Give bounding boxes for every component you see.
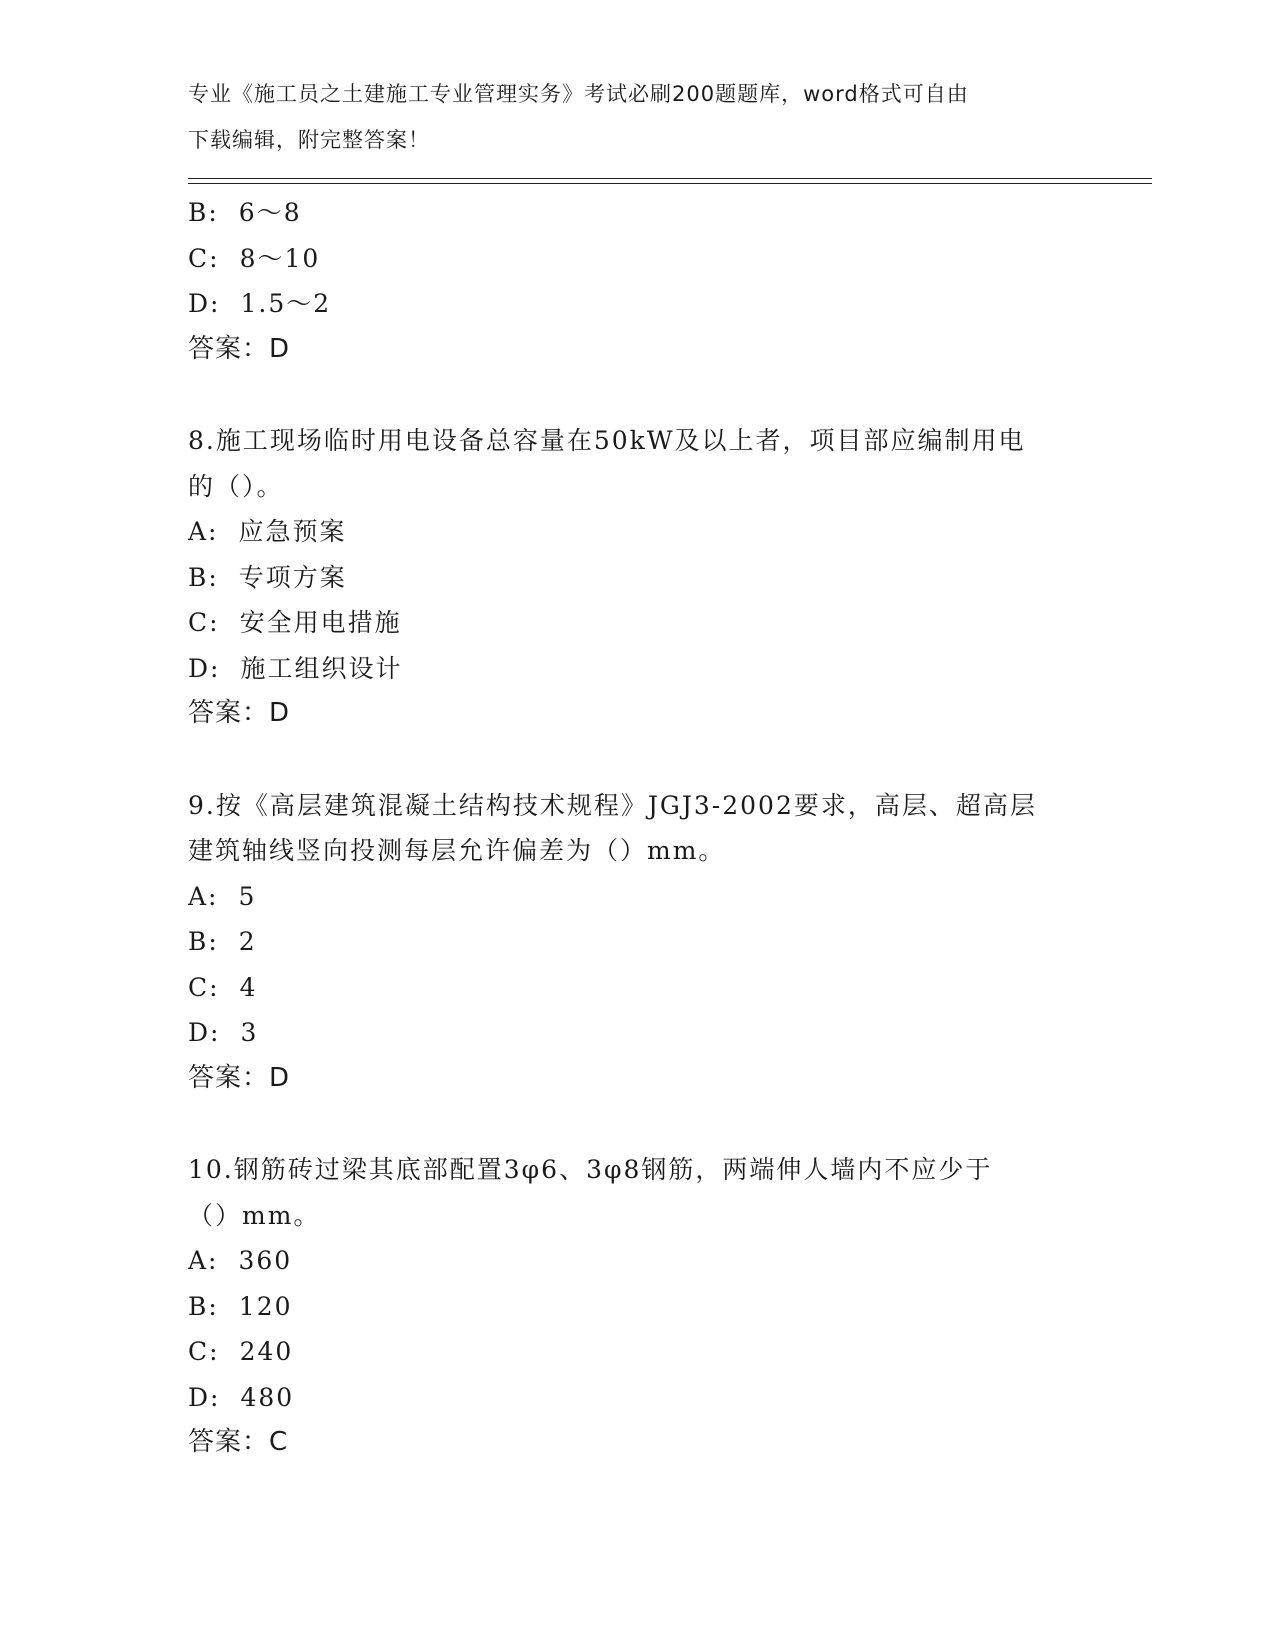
option-c: C: 安全用电措施	[188, 608, 402, 637]
header-divider-top	[188, 178, 1152, 179]
spacer	[188, 1101, 1088, 1147]
answer-line: 答案：C	[188, 1427, 289, 1457]
option-a: A: 5	[188, 881, 257, 911]
option-b: B: 120	[188, 1291, 293, 1321]
question-stem-line-2: （）mm。	[188, 1200, 321, 1230]
question-stem-line-1: 8.施工现场临时用电设备总容量在50kW及以上者，项目部应编制用电	[188, 426, 1026, 455]
title-line-2: 下载编辑，附完整答案！	[188, 127, 430, 152]
option-c: C: 4	[188, 972, 258, 1002]
spacer	[188, 372, 1088, 418]
question-7	[188, 190, 1088, 372]
question-10	[188, 1147, 1088, 1466]
option-c: C: 240	[188, 1337, 294, 1366]
answer-line: 答案：D	[188, 698, 291, 728]
question-stem-line-1: 9.按《高层建筑混凝土结构技术规程》JGJ3-2002要求，高层、超高层	[188, 790, 1037, 820]
question-9	[188, 783, 1088, 1102]
header-divider-bottom	[188, 183, 1152, 184]
answer-line: 答案：D	[188, 333, 291, 364]
question-stem-line-1: 10.钢筋砖过梁其底部配置3φ6、3φ8钢筋，两端伸人墙内不应少于	[188, 1155, 993, 1184]
document-title	[188, 72, 1088, 163]
title-line-1: 专业《施工员之土建施工专业管理实务》考试必刷200题题库，word格式可自由	[188, 82, 969, 106]
option-d: D: 施工组织设计	[188, 653, 403, 683]
question-stem-line-2: 建筑轴线竖向投测每层允许偏差为（）mm。	[188, 836, 726, 865]
option-a: A: 应急预案	[188, 517, 347, 546]
option-b: B: 2	[188, 927, 257, 956]
option-d: D: 3	[188, 1018, 259, 1047]
question-stem-line-2: 的（）。	[188, 471, 284, 501]
question-list	[188, 190, 1088, 1466]
option-d: D: 480	[188, 1382, 295, 1412]
option-a: A: 360	[188, 1246, 293, 1275]
question-8	[188, 418, 1088, 737]
option-b: B: 6～8	[188, 198, 302, 227]
spacer	[188, 737, 1088, 783]
option-b: B: 专项方案	[188, 562, 347, 592]
option-c: C: 8～10	[188, 243, 321, 273]
answer-line: 答案：D	[188, 1062, 291, 1093]
option-d: D: 1.5～2	[188, 289, 332, 318]
